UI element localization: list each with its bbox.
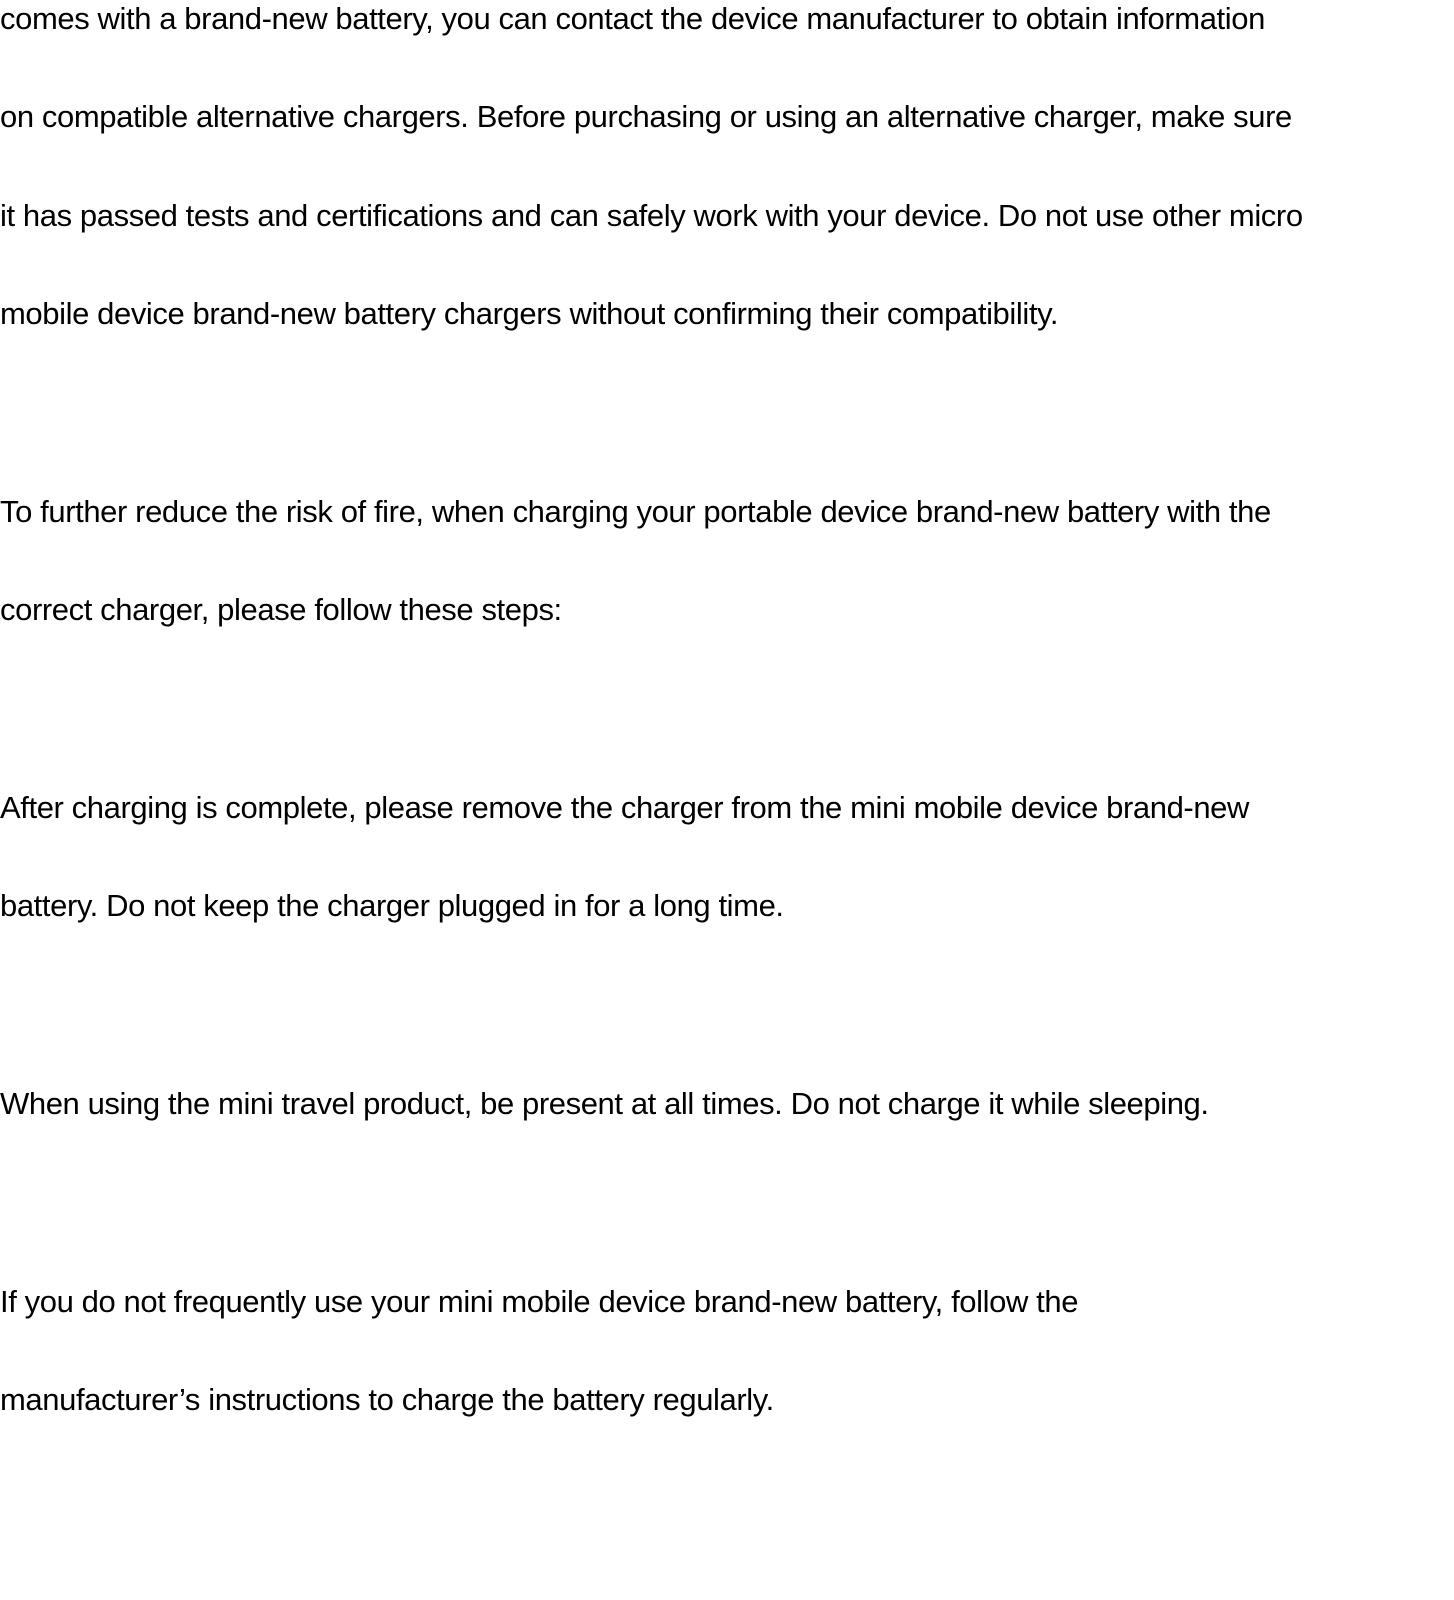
text-line: it has passed tests and certifications and can safely work with your device. Do not use other micro bbox=[0, 198, 1303, 233]
text-line: correct charger, please follow these steps: bbox=[0, 592, 562, 627]
text-line: comes with a brand-new battery, you can contact the device manufacturer to obtain information bbox=[0, 1, 1265, 36]
text-line: mobile device brand-new battery chargers without confirming their compatibility. bbox=[0, 296, 1059, 331]
text-line: battery. Do not keep the charger plugged in for a long time. bbox=[0, 888, 784, 923]
text-line: After charging is complete, please remove the charger from the mini mobile device brand-new bbox=[0, 790, 1249, 825]
text-line: If you do not frequently use your mini mobile device brand-new battery, follow the bbox=[0, 1284, 1079, 1319]
text-line: manufacturer’s instructions to charge the battery regularly. bbox=[0, 1382, 774, 1417]
text-line: To further reduce the risk of fire, when charging your portable device brand-new battery with the bbox=[0, 494, 1271, 529]
text-line: When using the mini travel product, be present at all times. Do not charge it while sleeping. bbox=[0, 1086, 1209, 1121]
text-line: on compatible alternative chargers. Before purchasing or using an alternative charger, make sure bbox=[0, 99, 1292, 134]
